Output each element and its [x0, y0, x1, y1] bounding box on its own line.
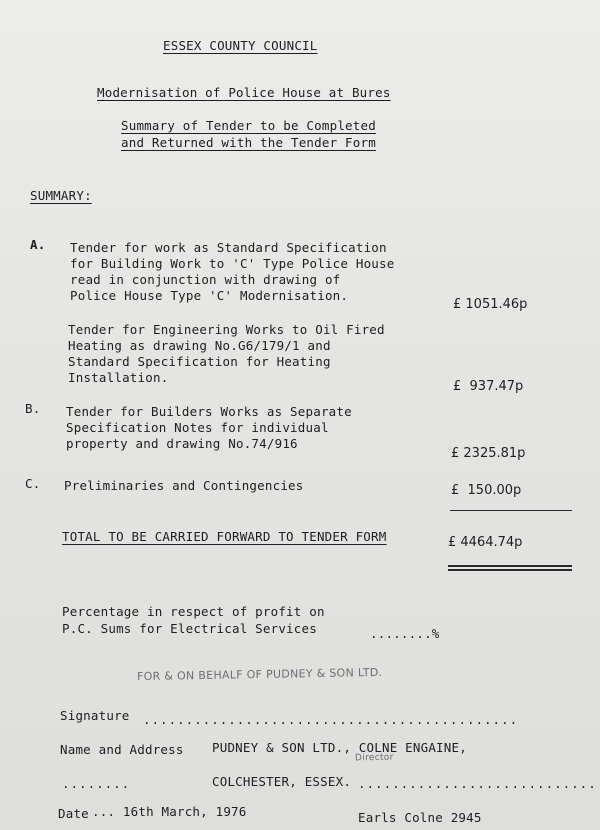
date-label: Date: [58, 806, 89, 821]
subtitle-line-1: Summary of Tender to be Completed: [121, 118, 376, 133]
item-a-line: Tender for work as Standard Specification: [70, 240, 387, 255]
company-stamp: FOR & ON BEHALF OF PUDNEY & SON LTD.: [136, 665, 383, 684]
percentage-line-2: P.C. Sums for Electrical Services: [62, 621, 317, 636]
item-c-label: C.: [25, 476, 41, 491]
director-stamp: Director: [354, 752, 394, 764]
item-c-text: Preliminaries and Contingencies: [64, 478, 304, 493]
item-b-line: Specification Notes for individual: [66, 420, 329, 435]
total-label: TOTAL TO BE CARRIED FORWARD TO TENDER FORM: [62, 529, 387, 544]
item-b-label: B.: [25, 401, 41, 416]
percentage-line-1: Percentage in respect of profit on: [62, 604, 325, 619]
subtotal-rule: [450, 510, 572, 511]
item-b-line: Tender for Builders Works as Separate: [66, 404, 352, 419]
summary-heading: SUMMARY:: [30, 188, 92, 203]
item-a-amount-2: £ 937.47p: [453, 379, 524, 394]
item-c-amount: £ 150.00p: [451, 483, 522, 498]
total-double-rule-top: [448, 565, 572, 567]
item-a-label: A.: [30, 237, 46, 252]
item-a-line: Police House Type 'C' Modernisation.: [70, 288, 349, 303]
item-b-amount: £ 2325.81p: [451, 446, 526, 461]
name-address-line-1: PUDNEY & SON LTD., COLNE ENGAINE,: [212, 740, 467, 755]
total-amount: £ 4464.74p: [448, 535, 523, 550]
item-a2-line: Heating as drawing No.G6/179/1 and: [68, 338, 331, 353]
percentage-blank: ........%: [370, 626, 440, 641]
project-title: Modernisation of Police House at Bures: [97, 85, 391, 100]
item-a-amount-1: £ 1051.46p: [453, 297, 528, 312]
subtitle-line-2: and Returned with the Tender Form: [121, 135, 376, 150]
total-double-rule-bottom: [448, 569, 572, 571]
item-a2-line: Standard Specification for Heating: [68, 354, 331, 369]
phone-number: Earls Colne 2945: [358, 810, 482, 825]
item-a2-line: Installation.: [68, 370, 169, 385]
council-title: ESSEX COUNTY COUNCIL: [163, 38, 318, 53]
address-trail-dots: ............................: [358, 776, 597, 791]
item-a2-line: Tender for Engineering Works to Oil Fired: [68, 322, 385, 337]
item-b-line: property and drawing No.74/916: [66, 436, 298, 451]
item-a-line: read in conjunction with drawing of: [70, 272, 341, 287]
address-leader-dots: ........: [62, 776, 131, 791]
signature-dots: ............................................: [143, 712, 519, 727]
signature-label: Signature: [60, 708, 130, 723]
name-address-line-2: COLCHESTER, ESSEX.: [212, 774, 352, 789]
item-a-line: for Building Work to 'C' Type Police House: [70, 256, 395, 271]
date-value: ... 16th March, 1976: [92, 804, 247, 819]
name-address-label: Name and Address: [60, 742, 184, 757]
